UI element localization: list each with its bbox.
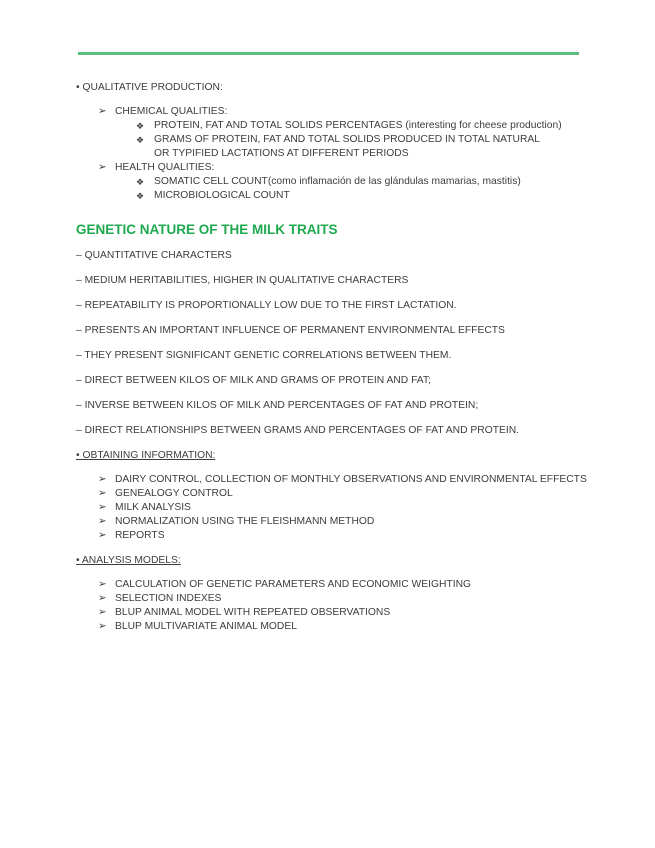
chemical-block xyxy=(76,105,606,161)
health-item-text: MICROBIOLOGICAL COUNT xyxy=(154,190,290,201)
arrow-bullet-icon: ➢ xyxy=(98,530,107,541)
top-divider xyxy=(78,52,579,55)
list-item xyxy=(76,189,606,203)
arrow-bullet-icon: ➢ xyxy=(98,474,107,485)
list-item xyxy=(76,515,606,529)
health-item-text: SOMATIC CELL COUNT(como inflamación de las glándulas mamarias, mastitis) xyxy=(154,176,521,187)
list-item xyxy=(76,529,606,543)
arrow-bullet-icon: ➢ xyxy=(98,593,107,604)
obtaining-item-text: REPORTS xyxy=(115,530,165,541)
analysis-heading: • ANALYSIS MODELS: xyxy=(76,555,181,566)
genetic-paragraph: – DIRECT BETWEEN KILOS OF MILK AND GRAMS OF PROTEIN AND FAT; xyxy=(76,375,431,386)
chemical-item-text: PROTEIN, FAT AND TOTAL SOLIDS PERCENTAGES (interesting for cheese production) xyxy=(154,120,562,131)
genetic-paragraph: – MEDIUM HERITABILITIES, HIGHER IN QUALITATIVE CHARACTERS xyxy=(76,275,409,286)
chemical-item-continuation: OR TYPIFIED LACTATIONS AT DIFFERENT PERIODS xyxy=(154,148,409,159)
list-item xyxy=(76,175,606,189)
analysis-item-text: CALCULATION OF GENETIC PARAMETERS AND ECONOMIC WEIGHTING xyxy=(115,579,472,590)
genetic-paragraph: – THEY PRESENT SIGNIFICANT GENETIC CORRELATIONS BETWEEN THEM. xyxy=(76,350,452,361)
genetic-paragraph: – PRESENTS AN IMPORTANT INFLUENCE OF PERMANENT ENVIRONMENTAL EFFECTS xyxy=(76,325,505,336)
analysis-list xyxy=(76,578,606,634)
arrow-bullet-icon: ➢ xyxy=(98,607,107,618)
list-item xyxy=(76,578,606,592)
obtaining-item-text: MILK ANALYSIS xyxy=(115,502,191,513)
diamond-bullet-icon: ❖ xyxy=(136,121,145,131)
analysis-item-text: SELECTION INDEXES xyxy=(115,593,222,604)
list-item xyxy=(76,161,606,175)
genetic-paragraph: – QUANTITATIVE CHARACTERS xyxy=(76,250,232,261)
genetic-paragraph: – INVERSE BETWEEN KILOS OF MILK AND PERCENTAGES OF FAT AND PROTEIN; xyxy=(76,400,479,411)
arrow-bullet-icon: ➢ xyxy=(98,162,107,173)
diamond-bullet-icon: ❖ xyxy=(136,177,145,187)
arrow-bullet-icon: ➢ xyxy=(98,579,107,590)
obtaining-heading: • OBTAINING INFORMATION: xyxy=(76,450,216,461)
section-title: GENETIC NATURE OF THE MILK TRAITS xyxy=(76,222,338,237)
arrow-bullet-icon: ➢ xyxy=(98,502,107,513)
arrow-bullet-icon: ➢ xyxy=(98,106,107,117)
list-item xyxy=(76,606,606,620)
analysis-item-text: BLUP MULTIVARIATE ANIMAL MODEL xyxy=(115,621,297,632)
document-page xyxy=(76,81,606,634)
genetic-paragraph: – REPEATABILITY IS PROPORTIONALLY LOW DUE TO THE FIRST LACTATION. xyxy=(76,300,457,311)
list-item xyxy=(76,501,606,515)
list-item xyxy=(76,592,606,606)
diamond-bullet-icon: ❖ xyxy=(136,135,145,145)
list-item xyxy=(76,487,606,501)
chemical-label: CHEMICAL QUALITIES: xyxy=(115,106,228,117)
arrow-bullet-icon: ➢ xyxy=(98,488,107,499)
diamond-bullet-icon: ❖ xyxy=(136,191,145,201)
chemical-item-text: GRAMS OF PROTEIN, FAT AND TOTAL SOLIDS PRODUCED IN TOTAL NATURAL xyxy=(154,134,541,145)
obtaining-item-text: GENEALOGY CONTROL xyxy=(115,488,233,499)
obtaining-item-text: DAIRY CONTROL, COLLECTION OF MONTHLY OBSERVATIONS AND ENVIRONMENTAL EFFECTS xyxy=(115,474,587,485)
list-item xyxy=(76,133,606,147)
list-item xyxy=(76,473,620,487)
list-item xyxy=(76,119,606,133)
health-block xyxy=(76,161,606,203)
obtaining-item-text: NORMALIZATION USING THE FLEISHMANN METHOD xyxy=(115,516,375,527)
arrow-bullet-icon: ➢ xyxy=(98,621,107,632)
list-item xyxy=(76,620,606,634)
list-item xyxy=(76,105,606,119)
health-label: HEALTH QUALITIES: xyxy=(115,162,215,173)
analysis-item-text: BLUP ANIMAL MODEL WITH REPEATED OBSERVATIONS xyxy=(115,607,391,618)
arrow-bullet-icon: ➢ xyxy=(98,516,107,527)
obtaining-list xyxy=(76,473,606,543)
qualitative-heading: • QUALITATIVE PRODUCTION: xyxy=(76,82,223,93)
genetic-paragraph: – DIRECT RELATIONSHIPS BETWEEN GRAMS AND PERCENTAGES OF FAT AND PROTEIN. xyxy=(76,425,520,436)
